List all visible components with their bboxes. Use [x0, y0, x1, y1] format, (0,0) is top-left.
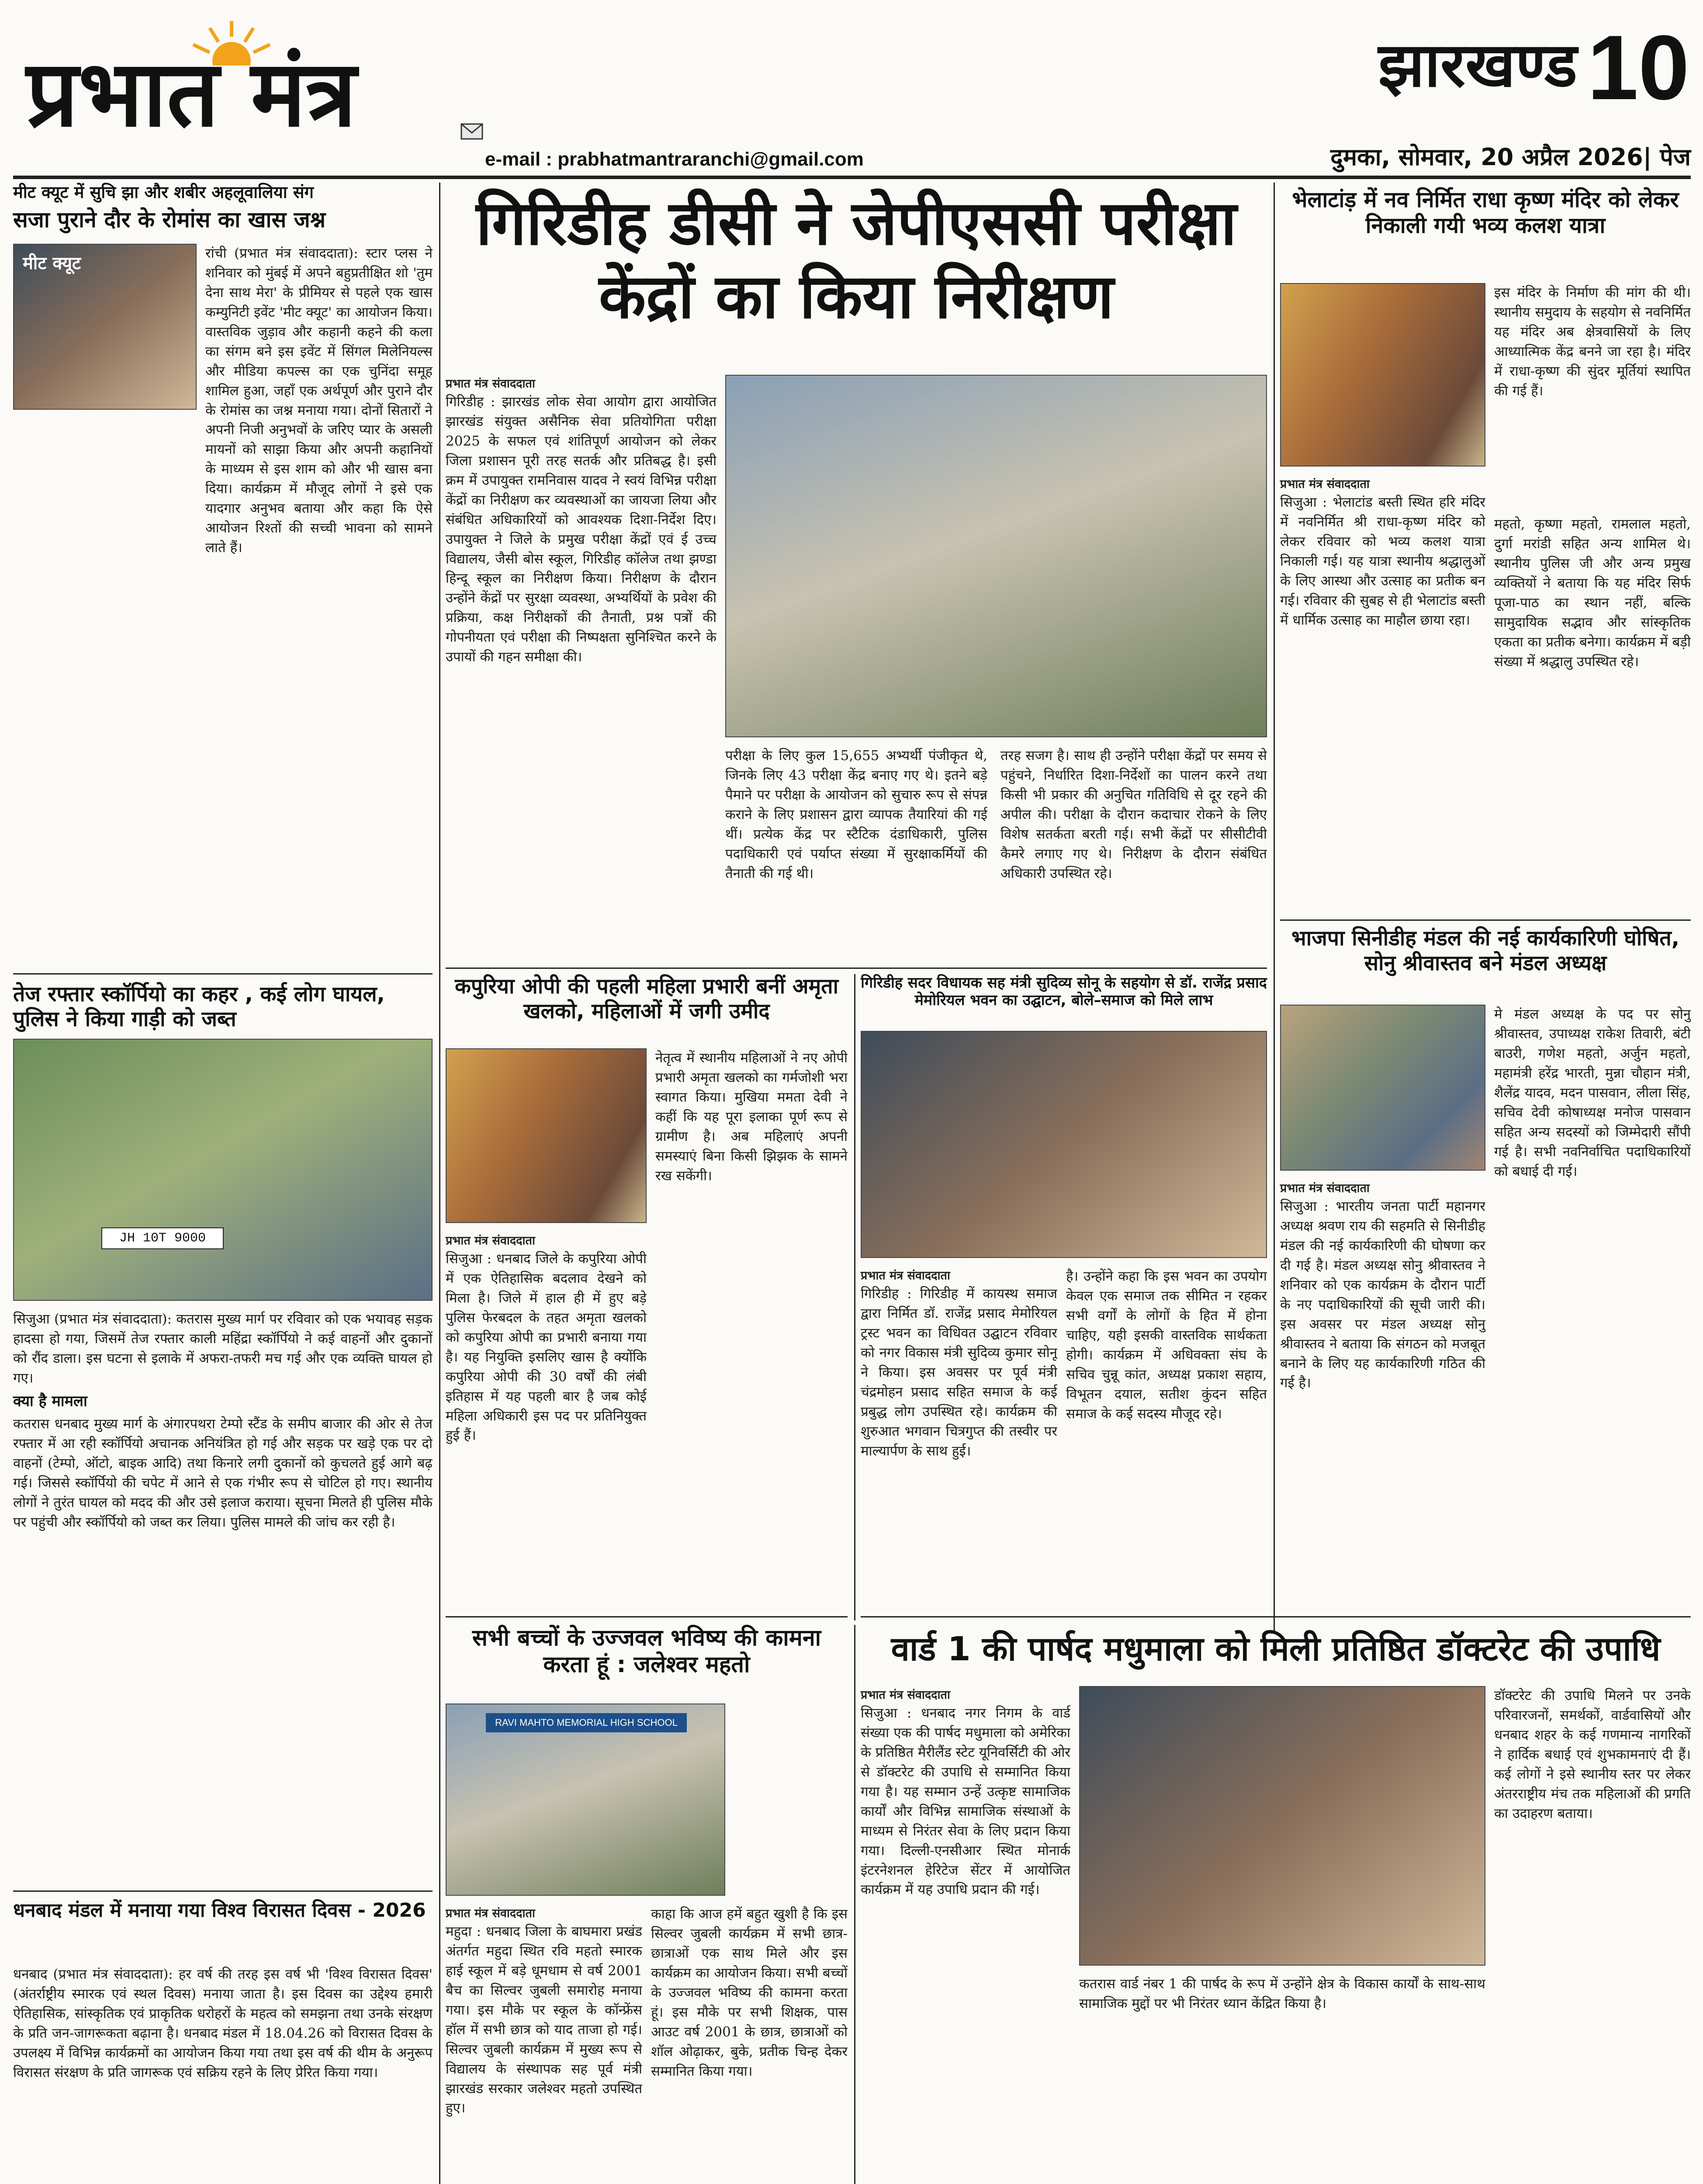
bhawan-byline: प्रभात मंत्र संवाददाता: [861, 1269, 950, 1282]
temple-byline: प्रभात मंत्र संवाददाता: [1280, 477, 1370, 491]
lead-photo: [725, 375, 1267, 737]
lead-headline: गिरिडीह डीसी ने जेपीएससी परीक्षा केंद्रों का किया निरीक्षण: [476, 188, 1237, 332]
story3-headline: धनबाद मंडल में मनाया गया विश्व विरासत दिवस - 2026: [13, 1899, 426, 1921]
masthead-email: e-mail : prabhatmantraranchi@gmail.com: [485, 149, 864, 170]
bjp-body-b: मे मंडल अध्यक्ष के पद पर सोनु श्रीवास्तव, उपाध्यक्ष राकेश तिवारी, बंटी बाउरी, गणेश महतो, अर्जुन महतो, महामंत्री हरेंद्र भारती, मुन्ना चौहान मंत्री, शैलेंद्र यादव, मदन पासवान, लीला सिंह, सचिव देवी कोषाध्यक्ष मनोज पासवान सहित अन्य सदस्यों को जिम्मेदारी सौंपी गई है। सभी नवनिर्वाचित पदाधिकारियों को बधाई दी गई।: [1494, 1006, 1691, 1179]
email-icon: [459, 118, 485, 144]
masthead-title: प्रभात मंत्र: [26, 40, 357, 147]
bhawan-photo: [861, 1031, 1267, 1258]
kapuria-headline: कपुरिया ओपी की पहली महिला प्रभारी बनीं अमृता खलको, महिलाओं में जगी उमीद: [454, 974, 839, 1023]
kapuria-byline: प्रभात मंत्र संवाददाता: [446, 1234, 535, 1248]
column-rule: [854, 974, 855, 1621]
kapuria-story: [446, 974, 848, 1612]
divider: [13, 973, 433, 975]
jaleshwar-body-b: काहा कि आज हमें बहुत खुशी है कि इस सिल्वर जुबली कार्यक्रम में सभी छात्र-छात्राओं एक साथ मिले और इस कार्यक्रम का आयोजन किया। सभी बच्चों के उज्जवल भविष्य की कामना करता हूं। इस मौके पर सभी शिक्षक, पास आउट वर्ष 2001 के छात्र, छात्राओं को शॉल ओढ़ाकर, बुके, प्रतीक चिन्ह देकर सम्मानित किया गया।: [651, 1906, 848, 2079]
left-column: [13, 183, 433, 2184]
divider: [446, 1616, 848, 1617]
story1-headline: सजा पुराने दौर के रोमांस का खास जश्न: [13, 207, 326, 232]
story2-body: सिजुआ (प्रभात मंत्र संवाददाता): कतरास मुख्य मार्ग पर रविवार को एक भयावह सड़क हादसा हो गया, जिसमें तेज रफ्तार काली महिंद्रा स्कॉर्पियो ने कई वाहनों और दुकानों को रौंद डाला। इस घटना से इलाके में अफरा-तफरी मच गई और एक व्यक्ति घायल हो गए।: [13, 1311, 433, 1386]
divider: [13, 1890, 433, 1892]
story3-body: धनबाद (प्रभात मंत्र संवाददाता): हर वर्ष की तरह इस वर्ष भी 'विश्व विरासत दिवस' (अंतर्राष्ट्रीय स्मारक एवं स्थल दिवस) मनाया जाता है। इस दिवस का उद्देश्य हमारी ऐतिहासिक, सांस्कृतिक एवं प्राकृतिक धरोहरों के महत्व को समझना तथा उनके संरक्षण के प्रति जन-जागरूकता बढ़ाना है। धनबाद मंडल में 18.04.26 को विरासत दिवस के उपलक्ष्य में विभिन्न कार्यक्रमों का आयोजन किया गया तथा इस वर्ष की थीम के अनुरूप विरासत संरक्षण के प्रति जागरूक एवं सक्रिय रहने के लिए प्रेरित किया गया।: [13, 1966, 433, 2080]
bjp-byline: प्रभात मंत्र संवाददाता: [1280, 1182, 1370, 1195]
bhawan-story: [861, 974, 1267, 1612]
story2-headline: तेज रफ्तार स्कॉर्पियो का कहर , कई लोग घायल, पुलिस ने किया गाड़ी को जब्त: [13, 982, 385, 1031]
bjp-story: [1280, 926, 1691, 1634]
column-rule: [1274, 183, 1275, 938]
jaleshwar-photo: [446, 1704, 725, 1896]
temple-photo: [1280, 283, 1485, 467]
column-rule: [854, 1625, 855, 2184]
column-rule: [439, 183, 440, 2184]
lead-body-b: परीक्षा के लिए कुल 15,655 अभ्यर्थी पंजीकृत थे, जिनके लिए 43 परीक्षा केंद्र बनाए गए थे। इतने बड़े पैमाने पर परीक्षा के आयोजन को सुचारु रूप से संपन्न कराने के लिए प्रशासन द्वारा व्यापक तैयारियां की गई थीं। प्रत्येक केंद्र पर स्टैटिक दंडाधिकारी, पुलिस पदाधिकारी एवं पर्याप्त संख्या में सुरक्षाकर्मियों की तैनाती की गई थी।: [725, 748, 987, 881]
ward-body-b: डॉक्टरेट की उपाधि मिलने पर उनके परिवारजनों, समर्थकों, वार्डवासियों और धनबाद शहर के कई गणमान्य नागरिकों ने हार्दिक बधाई एवं शुभकामनाएं दी हैं। कई लोगों ने इसे स्थानीय स्तर पर लेकर अंतरराष्ट्रीय मंच तक महिलाओं की प्रगति का उदाहरण बताया।: [1494, 1688, 1691, 1821]
jaleshwar-byline: प्रभात मंत्र संवाददाता: [446, 1907, 535, 1920]
ward-byline: प्रभात मंत्र संवाददाता: [861, 1688, 950, 1702]
temple-body-a: इस मंदिर के निर्माण की मांग की थी। स्थानीय समुदाय के सहयोग से नवनिर्मित यह मंदिर अब क्षेत्रवासियों के लिए आध्यात्मिक केंद्र बनने जा रहा है। मंदिर में राधा-कृष्ण की सुंदर मूर्तियां स्थापित की गई हैं।: [1494, 285, 1691, 399]
divider: [1280, 919, 1691, 921]
masthead-rule: [13, 176, 1691, 179]
divider: [861, 1616, 1691, 1617]
story2-photo: [13, 1039, 433, 1301]
ward-story: [861, 1625, 1691, 2184]
page-number: 10: [1587, 16, 1689, 119]
ward-photo: [1079, 1686, 1485, 1966]
lead-body-a: गिरिडीह : झारखंड लोक सेवा आयोग द्वारा आयोजित झारखंड संयुक्त असैनिक सेवा प्रतियोगिता परीक्षा 2025 के सफल एवं शांतिपूर्ण आयोजन को लेकर जिला प्रशासन पूरी तरह सतर्क और प्रतिबद्ध है। इसी क्रम में उपायुक्त रामनिवास यादव ने स्वयं विभिन्न परीक्षा केंद्रों का निरीक्षण कर व्यवस्थाओं का जायजा लिया और संबंधित अधिकारियों को आवश्यक दिशा-निर्देश दिए। उपायुक्त ने जिले के प्रमुख परीक्षा केंद्रों एवं ई उच्च विद्यालय, जैसी बोस स्कूल, गिरिडीह कॉलेज तथा झण्डा हिन्दू स्कूल का निरीक्षण किया। निरीक्षण के दौरान उन्होंने केंद्रों पर सुरक्षा व्यवस्था, अभ्यर्थियों के प्रवेश की प्रक्रिया, कक्ष निरीक्षकों की तैनाती, प्रश्न पत्रों की गोपनीयता एवं परीक्षा की निष्पक्षता सुनिश्चित करने के उपायों की गहन समीक्षा की।: [446, 394, 717, 665]
kapuria-body-b: नेतृत्व में स्थानीय महिलाओं ने नए ओपी प्रभारी अमृता खलको का गर्मजोशी भरा स्वागत किया। मुखिया ममता देवी ने कहीं कि यह पूरा इलाका पूर्ण रूप से ग्रामीण है। अब महिलाएं अपनी समस्याएं बिना किसी झिझक के सामने रख सकेंगी।: [655, 1050, 848, 1184]
temple-headline: भेलाटांड़ में नव निर्मित राधा कृष्ण मंदिर को लेकर निकाली गयी भव्य कलश यात्रा: [1292, 187, 1679, 238]
school-banner: RAVI MAHTO MEMORIAL HIGH SCHOOL: [486, 1713, 687, 1732]
jaleshwar-headline: सभी बच्चों के उज्जवल भविष्य की कामना करता हूं : जलेश्वर महतो: [472, 1625, 821, 1678]
story1-kicker: मीट क्यूट में सुचि झा और शबीर अहलूवालिया संग: [13, 183, 314, 202]
bjp-headline: भाजपा सिनीडीह मंडल की नई कार्यकारिणी घोषित, सोनु श्रीवास्तव बने मंडल अध्यक्ष: [1291, 926, 1679, 975]
lead-byline: प्रभात मंत्र संवाददाता: [446, 377, 535, 390]
story1-body: रांची (प्रभात मंत्र संवाददाता): स्टार प्लस ने शनिवार को मुंबई में अपने बहुप्रतीक्षित शो 'तुम देना साथ मेरा' के प्रीमियर से पहले एक खास कम्युनिटी इवेंट 'मीट क्यूट' का आयोजन किया। वास्तविक जुड़ाव और कहानी कहने की कला का संगम बने इस इवेंट में सिंगल मिलेनियल्स और मीडिया कपल्स का एक चुनिंदा समूह शामिल हुआ, जहाँ एक अर्थपूर्ण और पुराने दौर के रोमांस का जश्न मनाया गया। दोनों सितारों ने अपनी निजी अनुभवों के जरिए प्यार के असली मायनों को साझा किया और अपनी कहानियों के माध्यम से इस शाम को और भी खास बना दिया। कार्यक्रम में मौजूद लोगों ने इसे एक यादगार अनुभव बताया और कहा कि ऐसे आयोजन रिश्तों की सच्ची भावना को सामने लाते हैं।: [205, 245, 433, 556]
story2-subhead: क्या है मामला: [13, 1393, 87, 1410]
lead-story: [446, 183, 1276, 964]
vehicle-plate: JH 10T 9000: [101, 1227, 224, 1249]
ward-photo-caption: कतरास वार्ड नंबर 1 की पार्षद के रूप में उन्होंने क्षेत्र के विकास कार्यों के साथ-साथ सामाजिक मुद्दों पर भी निरंतर ध्यान केंद्रित किया है।: [1079, 1976, 1485, 2011]
temple-story: [1280, 183, 1691, 916]
temple-body-b: सिजुआ : भेलाटांड बस्ती स्थित हरि मंदिर में नवनिर्मित श्री राधा-कृष्ण मंदिर को लेकर रविवार को भव्य कलश यात्रा निकाली गई। यह यात्रा स्थानीय श्रद्धालुओं के लिए आस्था और उत्साह का प्रतीक बन गई। रविवार की सुबह से ही भेलाटांड बस्ती में धार्मिक उत्साह का माहौल छाया रहा।: [1280, 494, 1485, 628]
column-rule: [1274, 919, 1275, 1631]
jaleshwar-story: [446, 1625, 848, 2184]
bhawan-headline: गिरिडीह सदर विधायक सह मंत्री सुदिव्य सोनू के सहयोग से डॉ. राजेंद्र प्रसाद मेमोरियल भवन का उद्घाटन, बोले–समाज को मिले लाभ: [861, 974, 1267, 1009]
lead-body-c: तरह सजग है। साथ ही उन्होंने परीक्षा केंद्रों पर समय से पहुंचने, निर्धारित दिशा-निर्देशों का पालन करने तथा किसी भी प्रकार की अनुचित गतिविधि से दूर रहने की अपील की। परीक्षा के दौरान कदाचार रोकने के लिए विशेष सतर्कता बरती गई। सभी केंद्रों पर सीसीटीवी कैमरे लगाए गए थे। निरीक्षण के दौरान संबंधित अधिकारी उपस्थित रहे।: [1000, 748, 1267, 881]
dateline: दुमका, सोमवार, 20 अप्रैल 2026| पेज: [1330, 143, 1691, 171]
photo-caption: मीट क्यूट: [23, 253, 81, 273]
bhawan-body-b: है। उन्होंने कहा कि इस भवन का उपयोग केवल एक समाज तक सीमित न रहकर सभी वर्गों के लोगों के हित में होना चाहिए, यही इसकी वास्तविक सार्थकता होगी। कार्यक्रम में अधिवक्ता संघ के सचिव चुन्नू कांत, अध्यक्ष प्रकाश सहाय, विभूतन दयाल, सतीश कुंदन सहित समाज के कई सदस्य मौजूद रहे।: [1066, 1268, 1267, 1422]
jaleshwar-body-a: महुदा : धनबाद जिला के बाघमारा प्रखंड अंतर्गत महुदा स्थित रवि महतो स्मारक हाई स्कूल में बड़े धूमधाम से वर्ष 2001 बैच का सिल्वर जुबली समारोह मनाया गया। इस मौके पर स्कूल के कॉन्फ्रेंस हॉल में सभी छात्र को याद ताजा हो गई। सिल्वर जुबली कार्यक्रम में मुख्य रूप से विद्यालय के संस्थापक सह पूर्व मंत्री झारखंड सरकार जलेश्वर महतो उपस्थित हुए।: [446, 1924, 642, 2116]
ward-headline: वार्ड 1 की पार्षद मधुमाला को मिली प्रतिष्ठित डॉक्टरेट की उपाधि: [891, 1629, 1661, 1668]
bjp-body-a: सिजुआ : भारतीय जनता पार्टी महानगर अध्यक्ष श्रवण राय की सहमति से सिनीडीह मंडल की नई कार्यकारिणी की घोषणा कर दी गई है। मंडल अध्यक्ष सोनु श्रीवास्तव ने शनिवार को एक कार्यक्रम के दौरान पार्टी के नए पदाधिकारियों की सूची जारी की। इस अवसर पर मंडल अध्यक्ष सोनु श्रीवास्तव ने बताया कि संगठन को मजबूत बनाने के लिए यह कार्यकारिणी गठित की गई है।: [1280, 1199, 1485, 1391]
ward-body-a: सिजुआ : धनबाद नगर निगम के वार्ड संख्या एक की पार्षद मधुमाला को अमेरिका के प्रतिष्ठित मैरीलैंड स्टेट यूनिवर्सिटी की ओर से डॉक्टरेट की उपाधि से सम्मानित किया गया है। यह सम्मान उन्हें उत्कृष्ट सामाजिक कार्यों और विभिन्न सामाजिक संस्थाओं के माध्यम से निरंतर सेवा के लिए प्रदान किया गया। दिल्ली-एनसीआर स्थित मोनार्क इंटरनेशनल हेरिटेज सेंटर में आयोजित कार्यक्रम में यह उपाधि प्रदान की गई।: [861, 1705, 1070, 1898]
bjp-photo: [1280, 1005, 1485, 1171]
kapuria-body-a: सिजुआ : धनबाद जिले के कपुरिया ओपी में एक ऐतिहासिक बदलाव देखने को मिला है। जिले में हाल ही में हुए बड़े पुलिस फेरबदल के तहत अमृता खलको को कपुरिया ओपी का प्रभारी बनाया गया है। यह नियुक्ति इसलिए खास है क्योंकि कपुरिया ओपी की 30 वर्षों की लंबी इतिहास में यह पहली बार है जब कोई महिला अधिकारी इस पद पर प्रतिनियुक्त हुई हैं।: [446, 1251, 647, 1444]
story2-body2: कतरास धनबाद मुख्य मार्ग के अंगारपथरा टेम्पो स्टैंड के समीप बाजार की ओर से तेज रफ्तार में आ रही स्कॉर्पियो अचानक अनियंत्रित हो गई और सड़क पर खड़े एक पर दो वाहनों (टेम्पो, ऑटो, बाइक आदि) तथा किनारे लगी दुकानों को कुचलते हुई आगे बढ़ गई। जिससे स्कॉर्पियो की चपेट में आने से एक गंभीर रूप से चोटिल हो गए। स्थानीय लोगों ने तुरंत घायल को मदद की और उसे इलाज कराया। सूचना मिलते ही पुलिस मौके पर पहुंची और स्कॉर्पियो को जब्त कर लिया। पुलिस मामले की जांच कर रही है।: [13, 1416, 433, 1530]
bhawan-body-a: गिरिडीह : गिरिडीह में कायस्थ समाज द्वारा निर्मित डॉ. राजेंद्र प्रसाद मेमोरियल ट्रस्ट भवन का विधिवत उद्घाटन रविवार को नगर विकास मंत्री सुदिव्य कुमार सोनू ने किया। इस अवसर पर पूर्व मंत्री चंद्रमोहन प्रसाद सहित समाज के कई प्रबुद्ध लोग उपस्थित रहे। कार्यक्रम की शुरुआत भगवान चित्रगुप्त की तस्वीर पर माल्यार्पण के साथ हुई।: [861, 1286, 1057, 1459]
section-name: झारखण्ड: [1378, 30, 1577, 101]
masthead: [0, 0, 1703, 175]
kapuria-photo: [446, 1048, 647, 1223]
temple-body-c: महतो, कृष्णा महतो, रामलाल महतो, दुर्गा मरांडी सहित अन्य शामिल थे। स्थानीय पुलिस जी और अन्य प्रमुख व्यक्तियों ने बताया कि यह मंदिर सिर्फ पूजा-पाठ का स्थान नहीं, बल्कि सामुदायिक सद्भाव और सांस्कृतिक एकता का प्रतीक बनेगा। कार्यक्रम में बड़ी संख्या में श्रद्धालु उपस्थित रहे।: [1494, 516, 1691, 670]
divider: [446, 968, 1267, 969]
